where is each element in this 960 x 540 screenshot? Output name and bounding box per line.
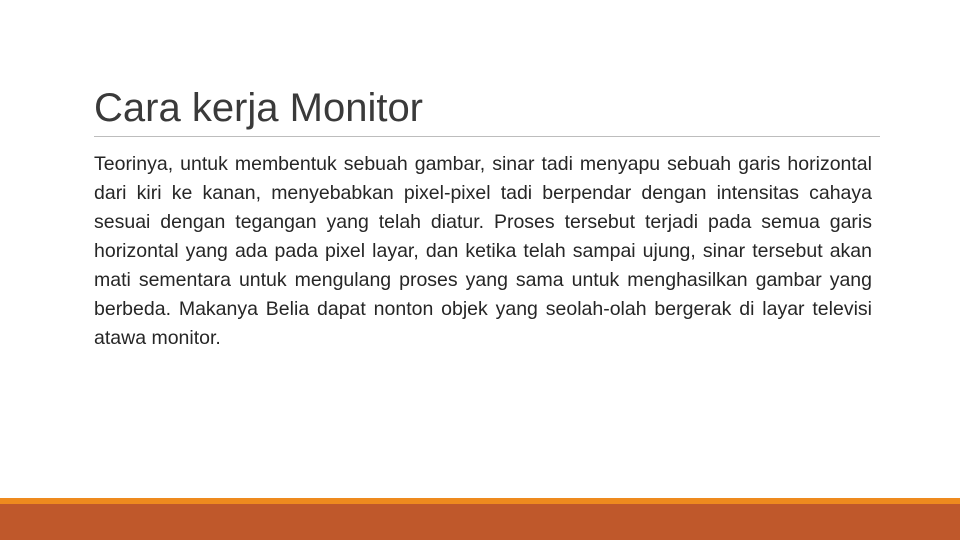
slide-title: Cara kerja Monitor <box>94 86 424 130</box>
title-divider <box>94 136 880 137</box>
slide-body-text: Teorinya, untuk membentuk sebuah gambar, sinar tadi menyapu sebuah garis horizontal dari kiri ke kanan, menyebabkan pixel-pixel tadi berpendar dengan intensitas cahaya sesuai dengan tegangan yang telah diatur. Proses tersebut terjadi pada semua garis horizontal yang ada pada pixel layar, dan ketika telah sampai ujung, sinar tersebut akan mati sementara untuk mengulang proses yang sama untuk menghasilkan gambar yang berbeda. Makanya Belia dapat nonton objek yang seolah-olah bergerak di layar televisi atawa monitor. <box>94 153 872 349</box>
footer-band <box>0 504 960 540</box>
